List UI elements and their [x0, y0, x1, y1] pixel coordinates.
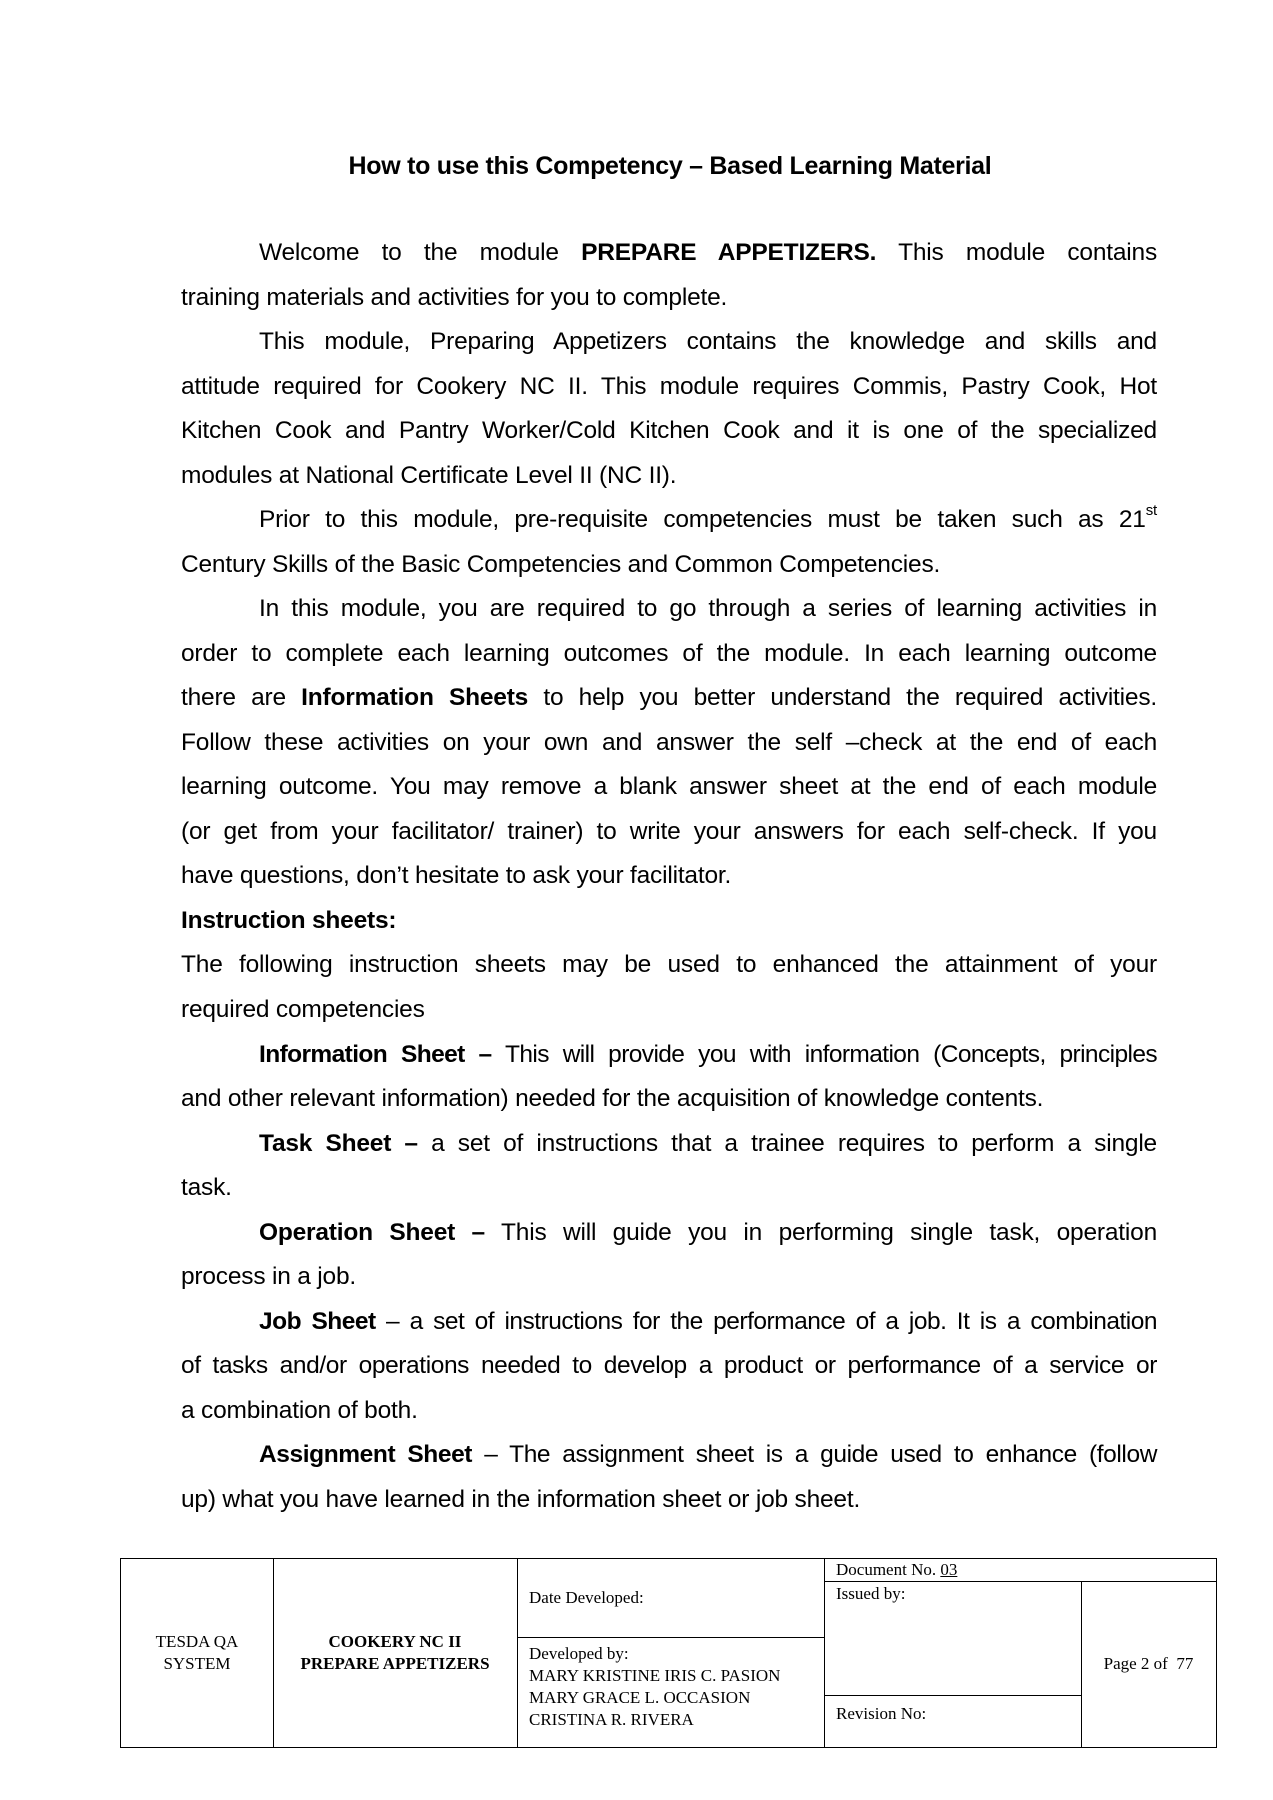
issued-by-label: Issued by: [836, 1584, 906, 1603]
definition-line: task. [181, 1174, 232, 1201]
text: This will guide you in performing single task, operation [484, 1219, 1157, 1246]
developed-by-label: Developed by: [529, 1644, 629, 1663]
paragraph-line: attitude required for Cookery NC II. This module requires Commis, Pastry Cook, Hot [181, 373, 1157, 400]
paragraph-line: The following instruction sheets may be used to enhanced the attainment of your [181, 951, 1157, 978]
document-no-label: Document No. [836, 1560, 941, 1579]
module-title: PREPARE APPETIZERS [300, 1654, 490, 1673]
paragraph-line [259, 238, 1157, 268]
text: Prior to this module, pre-requisite competencies must be taken such as 21 [259, 506, 1146, 533]
paragraph-line: Kitchen Cook and Pantry Worker/Cold Kitchen Cook and it is one of the specialized [181, 417, 1157, 444]
paragraph-line: (or get from your facilitator/ trainer) to write your answers for each self-check. If you [181, 818, 1157, 845]
text: This module contains [876, 239, 1157, 266]
org-name: SYSTEM [163, 1654, 231, 1673]
definition-line: up) what you have learned in the information sheet or job sheet. [181, 1486, 861, 1513]
developed-by-cell [529, 1643, 780, 1731]
document-no [836, 1559, 957, 1581]
text: – a set of instructions for the performance of a job. It is a combination [375, 1308, 1157, 1335]
page-title: How to use this Competency – Based Learning Material [348, 152, 992, 180]
paragraph-line: have questions, don’t hesitate to ask your facilitator. [181, 862, 732, 889]
definition-line: a combination of both. [181, 1397, 418, 1424]
definition-line [259, 1218, 1157, 1248]
module-name: PREPARE APPETIZERS. [581, 239, 877, 266]
divider [517, 1559, 518, 1747]
paragraph-line: order to complete each learning outcomes of the module. In each learning outcome [181, 640, 1157, 667]
text: Welcome to the module [259, 239, 582, 266]
text: – The assignment sheet is a guide used to enhance (follow [472, 1441, 1157, 1468]
paragraph-line: training materials and activities for you to complete. [181, 284, 728, 311]
term: Information Sheet – [259, 1041, 492, 1068]
definition-line: of tasks and/or operations needed to develop a product or performance of a service or [181, 1352, 1157, 1379]
text: This will provide you with information (Concepts, principles [491, 1041, 1157, 1068]
paragraph-line: This module, Preparing Appetizers contains the knowledge and skills and [259, 328, 1157, 355]
bold-term: Information Sheets [301, 684, 529, 711]
divider [824, 1559, 825, 1747]
paragraph-line: required competencies [181, 996, 425, 1023]
definition-line: process in a job. [181, 1263, 357, 1290]
paragraph-line: learning outcome. You may remove a blank answer sheet at the end of each module [181, 773, 1157, 800]
org-name: TESDA QA [155, 1632, 239, 1651]
text: there are [181, 684, 302, 711]
term: Operation Sheet – [259, 1219, 485, 1246]
definition-line [259, 1440, 1157, 1470]
term: Task Sheet – [259, 1130, 418, 1157]
page-number-text: Page 2 of 77 [1103, 1654, 1194, 1673]
paragraph-line [259, 501, 1157, 535]
definition-line [259, 1129, 1157, 1159]
section-heading: Instruction sheets: [181, 907, 397, 934]
text: a set of instructions that a trainee requires to perform a single [417, 1130, 1157, 1157]
date-developed-label: Date Developed: [529, 1588, 644, 1607]
paragraph-line [181, 683, 1157, 713]
document-footer-table [120, 1558, 1217, 1748]
divider [824, 1695, 1081, 1696]
paragraph-line: Century Skills of the Basic Competencies and Common Competencies. [181, 551, 941, 578]
divider [517, 1637, 824, 1638]
paragraph-line: modules at National Certificate Level II (NC II). [181, 462, 677, 489]
text: to help you better understand the required activities. [528, 684, 1157, 711]
revision-no-label: Revision No: [836, 1704, 927, 1723]
document-no-value: 03 [940, 1560, 958, 1579]
developer-name: CRISTINA R. RIVERA [529, 1710, 694, 1729]
definition-line [259, 1307, 1157, 1337]
course-cell [273, 1559, 517, 1747]
term: Job Sheet [259, 1308, 376, 1335]
page-number [1081, 1581, 1216, 1747]
developer-name: MARY GRACE L. OCCASION [529, 1688, 751, 1707]
superscript: st [1145, 501, 1157, 519]
org-cell [121, 1559, 273, 1747]
course-title: COOKERY NC II [328, 1632, 462, 1651]
term: Assignment Sheet [259, 1441, 473, 1468]
definition-line: and other relevant information) needed for the acquisition of knowledge contents. [181, 1085, 1044, 1112]
paragraph-line: Follow these activities on your own and answer the self –check at the end of each [181, 729, 1157, 756]
paragraph-line: In this module, you are required to go through a series of learning activities in [259, 595, 1157, 622]
developer-name: MARY KRISTINE IRIS C. PASION [529, 1666, 781, 1685]
definition-line [259, 1040, 1157, 1070]
